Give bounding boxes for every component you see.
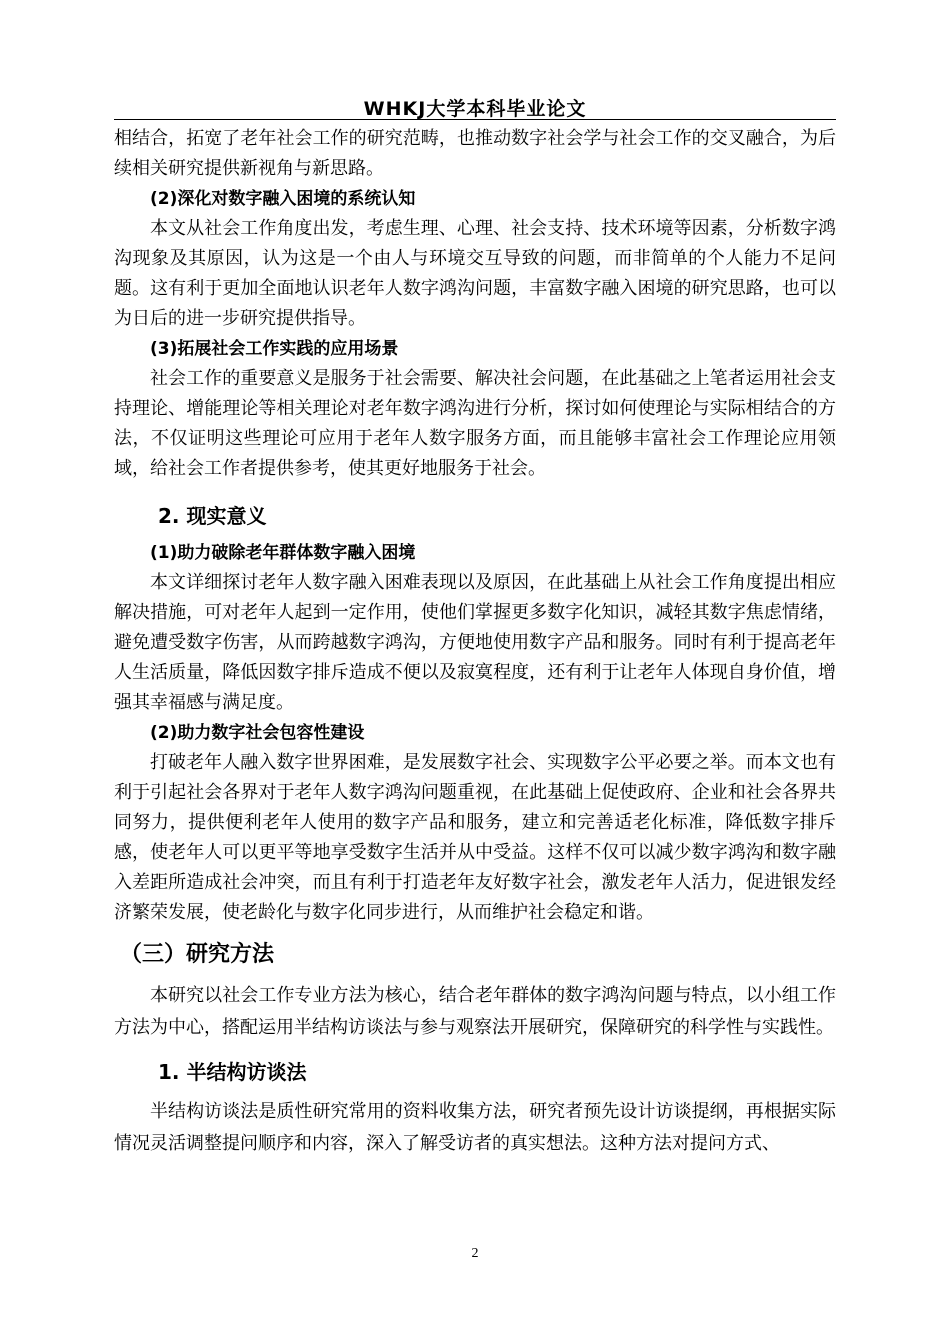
section-heading-research-methods: （三）研究方法 <box>120 942 275 967</box>
page-number: 2 <box>471 1246 479 1261</box>
paragraph-inclusive-building: 打破老年人融入数字世界困难，是发展数字社会、实现数字公平必要之举。而本文也有利于引起社会各界对于老年人数字鸿沟问题重视，在此基础上促使政府、企业和社会各界共同努力，提供便利老年人使用的数字产品和服务，建立和完善适老化标准，降低数字排斥感，使老年人可以更平等地享受数字生活并从中受益。这样不仅可以减少数字鸿沟和数字融入差距所造成社会冲突，而且有利于打造老年友好数字社会，激发老年人活力，促进银发经济繁荣发展，使老龄化与数字化同步进行，从而维护社会稳定和谐。 <box>114 752 836 923</box>
subheading-break-dilemma: (1)助力破除老年群体数字融入困境 <box>150 543 416 563</box>
paragraph-research-methods: 本研究以社会工作专业方法为核心，结合老年群体的数字鸿沟问题与特点，以小组工作方法为中心，搭配运用半结构访谈法与参与观察法开展研究，保障研究的科学性与实践性。 <box>114 985 836 1038</box>
paragraph-semi-structured-interview: 半结构访谈法是质性研究常用的资料收集方法，研究者预先设计访谈提纲，再根据实际情况灵活调整提问顺序和内容，深入了解受访者的真实想法。这种方法对提问方式、 <box>114 1101 836 1154</box>
paragraph-deepen-cognition: 本文从社会工作角度出发，考虑生理、心理、社会支持、技术环境等因素，分析数字鸿沟现象及其原因，认为这是一个由人与环境交互导致的问题，而非简单的个人能力不足问题。这有利于更加全面地认识老年人数字鸿沟问题，丰富数字融入困境的研究思路，也可以为日后的进一步研究提供指导。 <box>114 218 836 329</box>
section-heading-semi-structured-interview: 1. 半结构访谈法 <box>158 1060 307 1084</box>
running-header: WHKJ大学本科毕业论文 <box>363 98 587 120</box>
subheading-deepen-cognition: (2)深化对数字融入困境的系统认知 <box>150 189 416 209</box>
paragraph-break-dilemma: 本文详细探讨老年人数字融入困难表现以及原因，在此基础上从社会工作角度提出相应解决措施，可对老年人起到一定作用，使他们掌握更多数字化知识，减轻其数字焦虑情绪，避免遭受数字伤害，从而跨越数字鸿沟，方便地使用数字产品和服务。同时有利于提高老年人生活质量，降低因数字排斥造成不便以及寂寞程度，还有利于让老年人体现自身价值，增强其幸福感与满足度。 <box>114 572 836 713</box>
paragraph-intro-continued: 相结合，拓宽了老年社会工作的研究范畴，也推动数字社会学与社会工作的交叉融合，为后续相关研究提供新视角与新思路。 <box>114 128 836 179</box>
subheading-expand-practice: (3)拓展社会工作实践的应用场景 <box>150 339 399 359</box>
paragraph-expand-practice: 社会工作的重要意义是服务于社会需要、解决社会问题，在此基础之上笔者运用社会支持理论、增能理论等相关理论对老年数字鸿沟进行分析，探讨如何使理论与实际相结合的方法，不仅证明这些理论可应用于老年人数字服务方面，而且能够丰富社会工作理论应用领域，给社会工作者提供参考，使其更好地服务于社会。 <box>114 368 836 479</box>
section-heading-practical-significance: 2. 现实意义 <box>158 504 267 528</box>
document-body <box>114 124 836 1160</box>
subheading-inclusive-building: (2)助力数字社会包容性建设 <box>150 723 365 743</box>
header-divider <box>114 119 836 120</box>
